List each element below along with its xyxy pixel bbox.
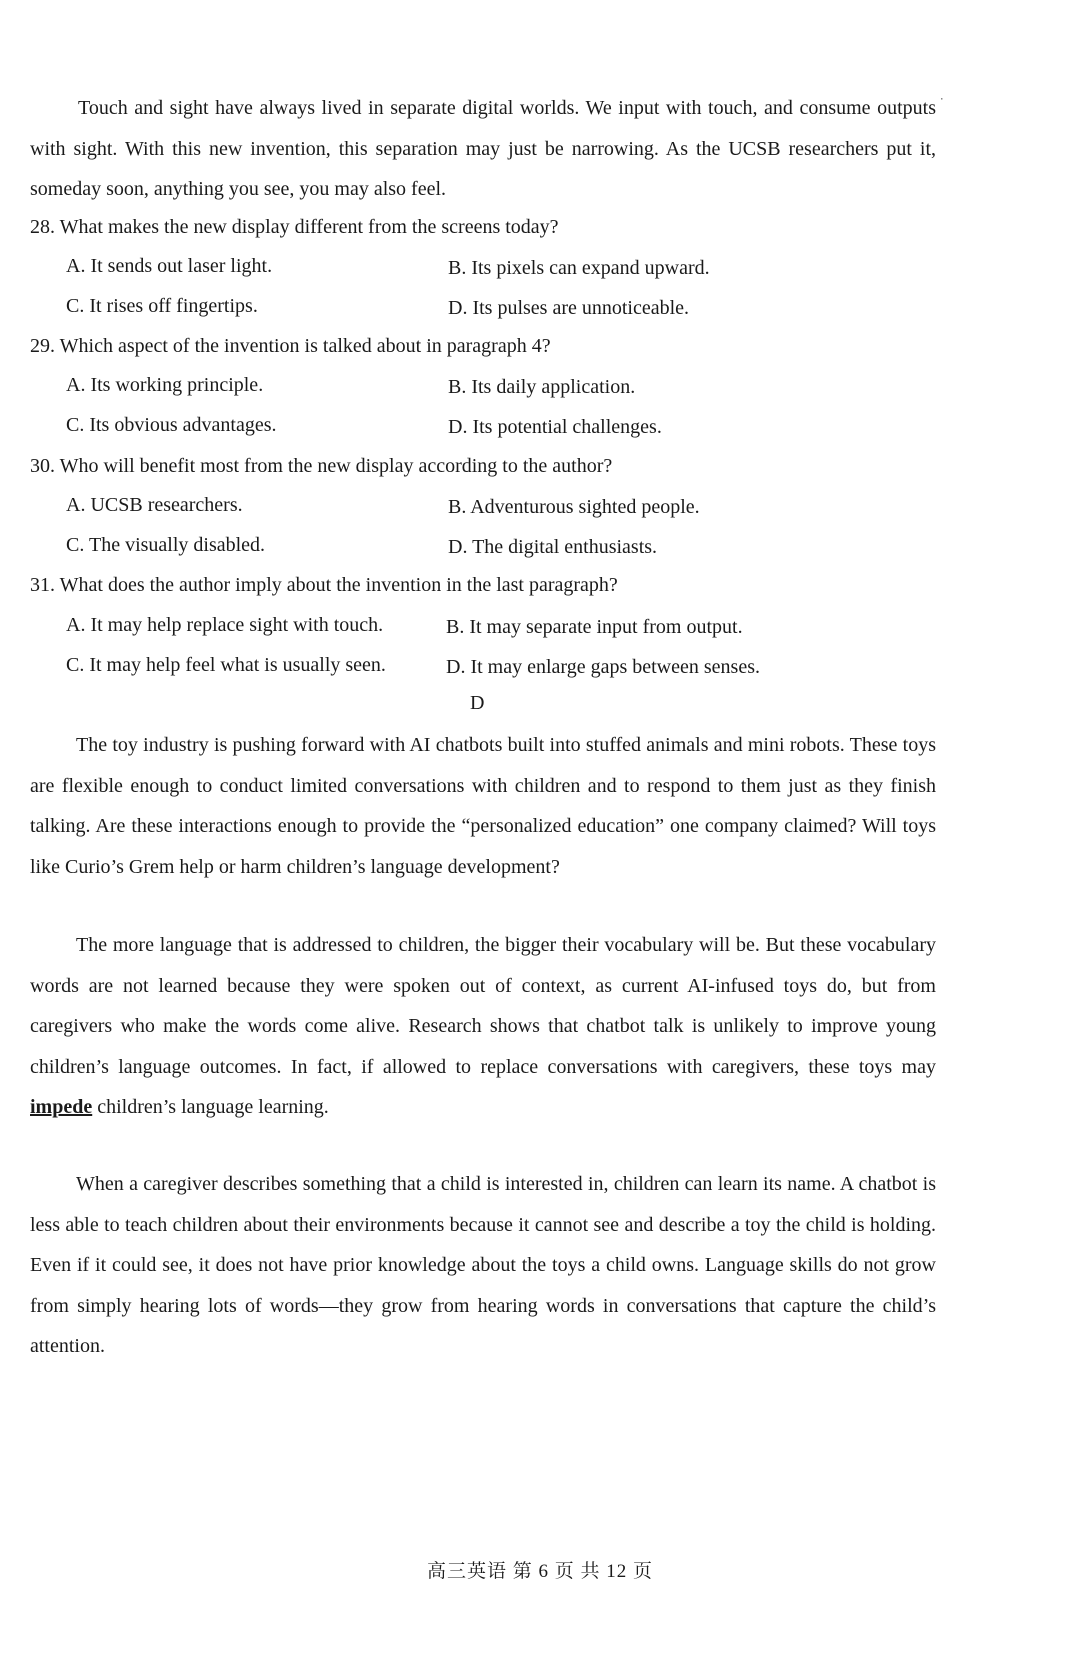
question-29-option-a: A. Its working principle. (66, 374, 264, 396)
paragraph-2-ending: children’s language learning. (92, 1096, 329, 1118)
section-d-paragraph-1: The toy industry is pushing forward with AI chatbots built into stuffed animals and mini robots. These toys are flexible enough to conduct limited conversations with children and to respond to them just as they finish talking. Are these interactions enough to provide the “personalized education” one company claimed? Will toys like Curio’s Grem help or harm children’s language development? (30, 734, 936, 878)
question-30-stem: 30. Who will benefit most from the new display according to the author? (30, 455, 613, 477)
section-d-paragraph-3: When a caregiver describes something that a child is interested in, children can learn its name. A chatbot is less able to teach children about their environments because it cannot see and describe a toy the child is holding. Even if it could see, it does not have prior knowledge about the toys a child owns. Language skills do not grow from simply hearing lots of words—they grow from hearing words in conversations that capture the child’s attention. (30, 1173, 936, 1357)
question-31-option-a: A. It may help replace sight with touch. (66, 614, 384, 636)
page-footer: 高三英语 第 6 页 共 12 页 (426, 1561, 653, 1582)
question-28-stem: 28. What makes the new display different from the screens today? (30, 216, 559, 238)
question-28-option-a: A. It sends out laser light. (66, 255, 273, 277)
question-30-option-a: A. UCSB researchers. (66, 494, 243, 516)
question-29-option-b: B. Its daily application. (448, 376, 636, 398)
question-28-option-b: B. Its pixels can expand upward. (448, 257, 710, 279)
question-28-option-c: C. It rises off fingertips. (66, 295, 258, 317)
paragraph-2-text: The more language that is addressed to children, the bigger their vocabulary will be. But these vocabulary words are not learned because they were spoken out of context, as current AI-infused toys do, but from caregivers who make the words come alive. Research shows that chatbot talk is unlikely to improve young children’s language outcomes. In fact, if allowed to replace conversations with caregivers, these toys may (30, 934, 936, 1078)
question-31-stem: 31. What does the author imply about the invention in the last paragraph? (30, 574, 618, 596)
question-31-option-d: D. It may enlarge gaps between senses. (446, 656, 760, 678)
question-30-option-b: B. Adventurous sighted people. (448, 496, 700, 518)
question-29-option-d: D. Its potential challenges. (448, 416, 662, 438)
question-29-stem: 29. Which aspect of the invention is talked about in paragraph 4? (30, 335, 551, 357)
question-31-option-b: B. It may separate input from output. (446, 616, 743, 638)
underlined-keyword: impede (30, 1096, 93, 1118)
passage-c-last-paragraph: Touch and sight have always lived in separate digital worlds. We input with touch, and consume outputs with sight. With this new invention, this separation may just be narrowing. As the UCSB researchers put it, someday soon, anything you see, you may also feel. (30, 97, 936, 200)
question-29-option-c: C. Its obvious advantages. (66, 414, 277, 436)
question-30-option-c: C. The visually disabled. (66, 534, 266, 556)
question-31-option-c: C. It may help feel what is usually seen. (66, 654, 386, 676)
section-d-heading: D (470, 692, 485, 714)
question-28-option-d: D. Its pulses are unnoticeable. (448, 297, 690, 319)
margin-mark-icon: ᐝ (940, 96, 944, 110)
section-d-paragraph-2 (30, 925, 936, 1128)
question-30-option-d: D. The digital enthusiasts. (448, 536, 658, 558)
